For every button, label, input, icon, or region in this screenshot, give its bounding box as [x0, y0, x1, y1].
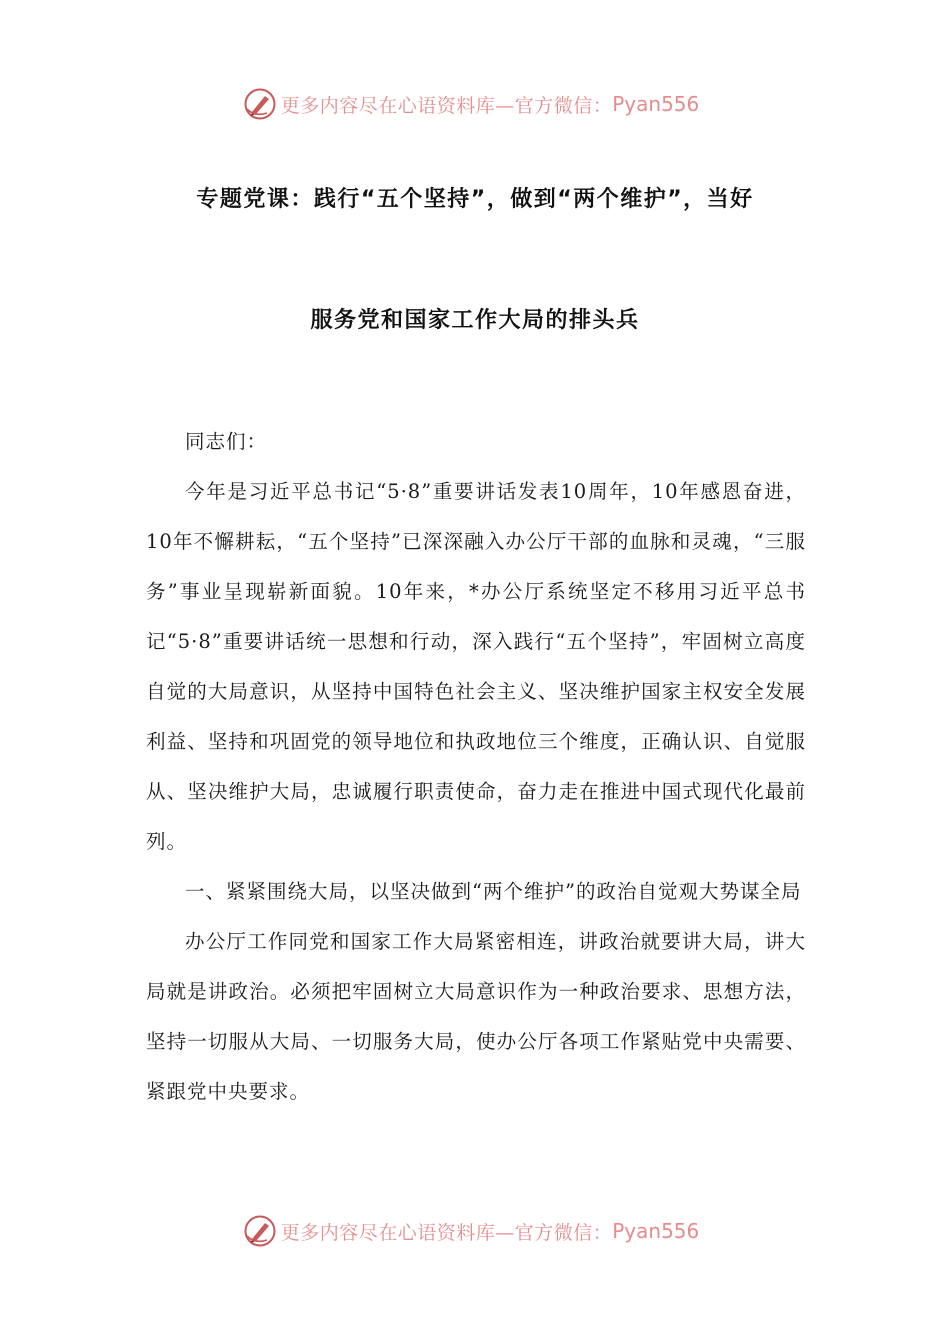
- paragraph-intro: 今年是习近平总书记“5·8”重要讲话发表10周年，10年感恩奋进，10年不懈耕耘，“五个坚持”已深深融入办公厅干部的血脉和灵魂，“三服务”事业呈现崭新面貌。10年来，*办公厅系统坚定不移用习近平总书记“5·8”重要讲话统一思想和行动，深入践行“五个坚持”，牢固树立高度自觉的大局意识，从坚持中国特色社会主义、坚决维护国家主权安全发展利益、坚持和巩固党的领导地位和执政地位三个维度，正确认识、自觉服从、坚决维护大局，忠诚履行职责使命，奋力走在推进中国式现代化最前列。: [146, 480, 806, 853]
- section-heading: 一、紧紧围绕大局，以坚决做到“两个维护”的政治自觉观大势谋全局: [185, 880, 802, 903]
- doc-title-line-1: 专题党课：践行“五个坚持”，做到“两个维护”，当好: [196, 187, 754, 212]
- watermark-wechat-id: Pyan556: [612, 92, 700, 116]
- watermark-wechat-id: Pyan556: [612, 1219, 700, 1243]
- pen-nib-circle-icon: [243, 87, 277, 121]
- watermark-banner-bottom: [0, 1209, 950, 1253]
- doc-title-line-2: 服务党和国家工作大局的排头兵: [310, 308, 640, 333]
- watermark-text: 更多内容尽在心语资料库—官方微信：: [280, 94, 613, 117]
- watermark-text: 更多内容尽在心语资料库—官方微信：: [280, 1221, 613, 1244]
- salutation: 同志们：: [185, 430, 268, 453]
- paragraph-section-1: 办公厅工作同党和国家工作大局紧密相连，讲政治就要讲大局，讲大局就是讲政治。必须把牢固树立大局意识作为一种政治要求、思想方法，坚持一切服从大局、一切服务大局，使办公厅各项工作紧贴党中央需要、紧跟党中央要求。: [146, 930, 806, 1103]
- watermark-banner-top: [0, 82, 950, 126]
- document-body: [146, 417, 806, 1117]
- pen-nib-circle-icon: [243, 1214, 277, 1248]
